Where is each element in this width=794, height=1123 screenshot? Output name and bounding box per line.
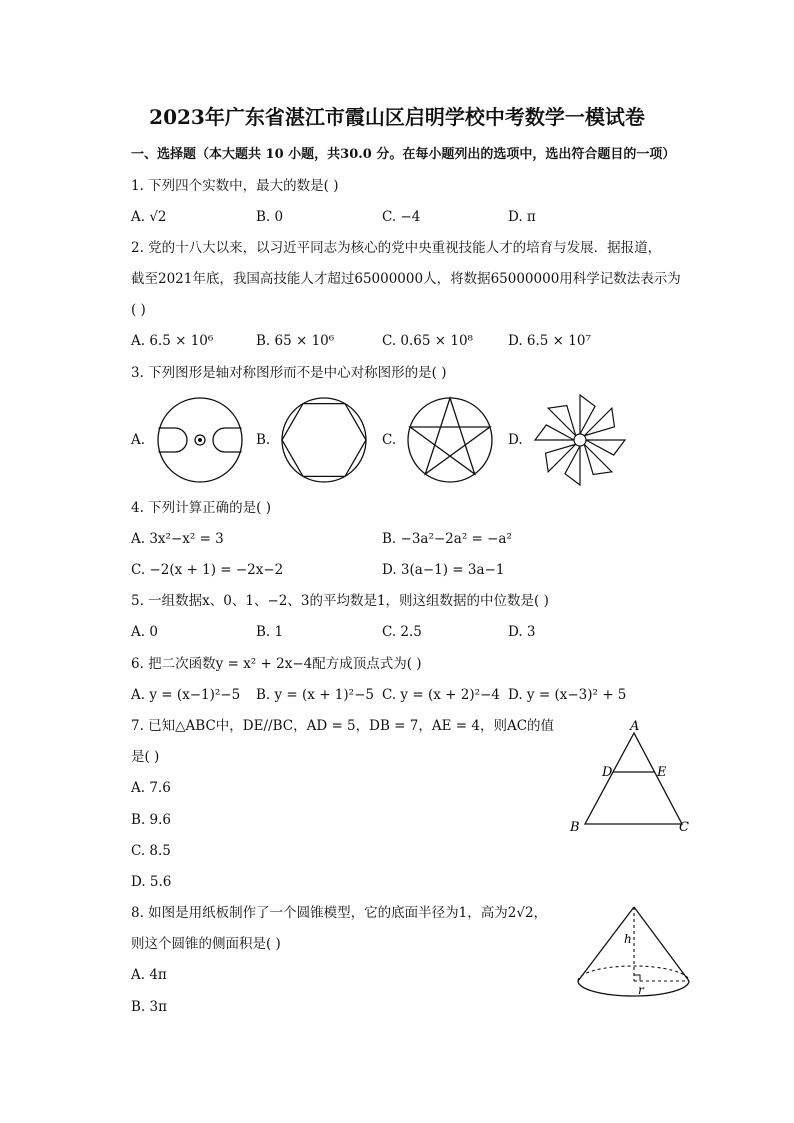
q4-stem: 4. 下列计算正确的是( ) <box>131 500 271 516</box>
q4-option-d: D. 3(a−1) = 3a−1 <box>382 562 505 578</box>
q3-stem: 3. 下列图形是轴对称图形而不是中心对称图形的是( ) <box>131 365 447 381</box>
q8-cone-figure <box>575 903 695 1003</box>
q7-option-a: A. 7.6 <box>131 780 171 796</box>
q6-option-a: A. y = (x−1)²−5 <box>131 687 241 703</box>
exam-title: 2023年广东省湛江市霞山区启明学校中考数学一模试卷 <box>149 105 645 129</box>
q8-stem-line2: 则这个圆锥的侧面积是( ) <box>131 936 281 952</box>
q3-figure-d <box>533 393 627 487</box>
q2-option-b: B. 65 × 10⁶ <box>256 333 335 349</box>
q1-option-c: C. −4 <box>382 209 421 225</box>
q2-stem-line3: ( ) <box>131 302 146 318</box>
pinwheel-blade <box>580 395 595 434</box>
q5-stem: 5. 一组数据x、0、1、−2、3的平均数是1，则这组数据的中位数是( ) <box>131 593 549 609</box>
q8-option-b: B. 3π <box>131 999 167 1015</box>
q5-option-c: C. 2.5 <box>382 624 422 640</box>
q7-label-c: C <box>679 820 689 835</box>
pinwheel-blade <box>584 408 614 436</box>
q7-label-e: E <box>657 765 667 780</box>
pinwheel-center <box>574 434 586 446</box>
q3-option-d-label: D. <box>508 432 523 448</box>
q6-option-d: D. y = (x−3)² + 5 <box>508 687 627 703</box>
q7-triangle-figure <box>560 715 700 840</box>
q4-option-a: A. 3x²−x² = 3 <box>131 531 224 547</box>
q4-option-b: B. −3a²−2a² = −a² <box>382 531 512 547</box>
q2-stem-line1: 2. 党的十八大以来，以习近平同志为核心的党中央重视技能人才的培育与发展．据报道， <box>131 240 662 256</box>
q8-label-h: h <box>624 932 632 946</box>
q7-stem-line1: 7. 已知△ABC中，DE//BC，AD = 5，DB = 7，AE = 4，则AC的值 <box>131 718 555 734</box>
q1-option-d: D. π <box>508 209 536 225</box>
q4-option-c: C. −2(x + 1) = −2x−2 <box>131 562 284 578</box>
q8-option-a: A. 4π <box>131 967 167 983</box>
q5-option-d: D. 3 <box>508 624 536 640</box>
q7-stem-line2: 是( ) <box>131 749 160 765</box>
q7-label-b: B <box>570 820 580 835</box>
q2-option-c: C. 0.65 × 10⁸ <box>382 333 473 349</box>
section-heading: 一、选择题（本大题共 10 小题，共30.0 分。在每小题列出的选项中，选出符合题目的一项） <box>131 147 676 162</box>
q3-option-a-label: A. <box>131 432 146 448</box>
q7-label-a: A <box>630 719 640 734</box>
pinwheel-blade <box>548 406 576 436</box>
q5-option-b: B. 1 <box>256 624 284 640</box>
q1-option-b: B. 0 <box>256 209 284 225</box>
pinwheel-blade <box>546 444 576 472</box>
q2-option-d: D. 6.5 × 10⁷ <box>508 333 591 349</box>
pinwheel-blade <box>586 440 625 455</box>
q2-option-a: A. 6.5 × 10⁶ <box>131 333 214 349</box>
q2-stem-line2: 截至2021年底，我国高技能人才超过65000000人，将数据65000000用科学记数法表示为 <box>131 271 681 287</box>
q6-stem: 6. 把二次函数y = x² + 2x−4配方成顶点式为( ) <box>131 656 422 672</box>
q6-option-b: B. y = (x + 1)²−5 <box>256 687 374 703</box>
q3-option-c-label: C. <box>382 432 397 448</box>
q8-stem-line1: 8. 如图是用纸板制作了一个圆锥模型，它的底面半径为1，高为2√2， <box>131 905 548 921</box>
q3-figure-c <box>405 395 495 485</box>
q8-label-r: r <box>638 983 644 997</box>
pinwheel-blade <box>584 444 612 474</box>
q7-option-b: B. 9.6 <box>131 812 171 828</box>
q3-figure-a <box>155 395 245 485</box>
q1-option-a: A. √2 <box>131 209 167 225</box>
q7-label-d: D <box>602 765 613 780</box>
q5-option-a: A. 0 <box>131 624 158 640</box>
q3-option-b-label: B. <box>256 432 271 448</box>
q7-option-d: D. 5.6 <box>131 874 172 890</box>
pinwheel-blade <box>565 446 580 485</box>
q1-stem: 1. 下列四个实数中，最大的数是( ) <box>131 178 339 194</box>
pinwheel-blade <box>535 425 574 440</box>
q6-option-c: C. y = (x + 2)²−4 <box>382 687 500 703</box>
q3-figure-b <box>279 395 369 485</box>
q7-option-c: C. 8.5 <box>131 843 171 859</box>
